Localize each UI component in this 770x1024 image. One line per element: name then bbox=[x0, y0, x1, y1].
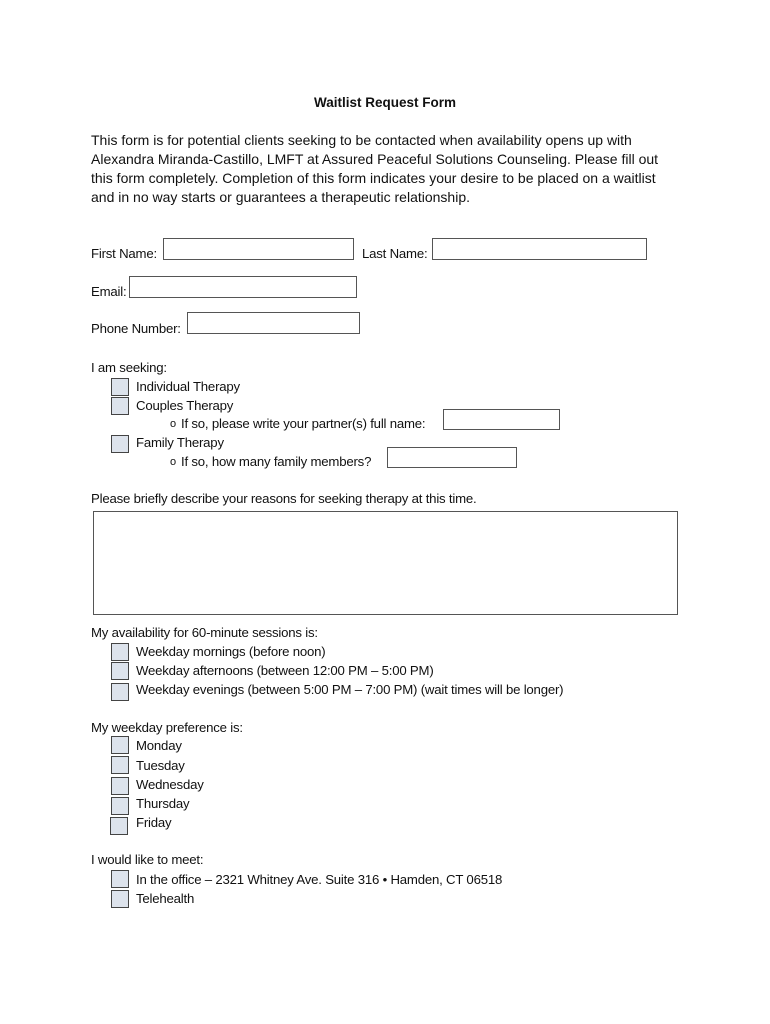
checkbox-weekday-mornings[interactable] bbox=[111, 643, 129, 661]
meet-label: I would like to meet: bbox=[91, 852, 204, 867]
availability-label: My availability for 60-minute sessions is: bbox=[91, 625, 318, 640]
option-label: Telehealth bbox=[136, 891, 195, 906]
reasons-label: Please briefly describe your reasons for seeking therapy at this time. bbox=[91, 491, 477, 506]
last-name-label: Last Name: bbox=[362, 246, 428, 261]
bullet-icon: o bbox=[170, 456, 177, 468]
first-name-label: First Name: bbox=[91, 246, 157, 261]
option-label: Monday bbox=[136, 738, 182, 753]
family-members-input[interactable] bbox=[387, 447, 517, 468]
checkbox-family-therapy[interactable] bbox=[111, 435, 129, 453]
partner-name-input[interactable] bbox=[443, 409, 560, 430]
bullet-icon: o bbox=[170, 418, 177, 430]
seeking-label: I am seeking: bbox=[91, 360, 167, 375]
email-label: Email: bbox=[91, 284, 127, 299]
last-name-input[interactable] bbox=[432, 238, 647, 260]
email-input[interactable] bbox=[129, 276, 357, 298]
checkbox-thursday[interactable] bbox=[111, 797, 129, 815]
checkbox-tuesday[interactable] bbox=[111, 756, 129, 774]
partner-prompt: If so, please write your partner(s) full name: bbox=[181, 416, 426, 431]
checkbox-couples-therapy[interactable] bbox=[111, 397, 129, 415]
phone-label: Phone Number: bbox=[91, 321, 181, 336]
checkbox-individual-therapy[interactable] bbox=[111, 378, 129, 396]
option-label: Thursday bbox=[136, 796, 190, 811]
option-label: Tuesday bbox=[136, 758, 185, 773]
checkbox-weekday-afternoons[interactable] bbox=[111, 662, 129, 680]
option-label: Family Therapy bbox=[136, 435, 224, 450]
form-title: Waitlist Request Form bbox=[313, 95, 456, 110]
family-prompt: If so, how many family members? bbox=[181, 454, 372, 469]
intro-paragraph: This form is for potential clients seeking to be contacted when availability opens up with Alexandra Miranda-Castillo, LMFT at Assured Peaceful Solutions Counseling. Please fill out this form completely. Completion of this form indicates your desire to be placed on a waitlist and in no way starts or guarantees a therapeutic relationship. bbox=[91, 132, 659, 205]
first-name-input[interactable] bbox=[163, 238, 354, 260]
checkbox-weekday-evenings[interactable] bbox=[111, 683, 129, 701]
checkbox-wednesday[interactable] bbox=[111, 777, 129, 795]
option-label: Weekday mornings (before noon) bbox=[136, 644, 326, 659]
option-label: Weekday afternoons (between 12:00 PM – 5:00 PM) bbox=[136, 663, 434, 678]
weekday-label: My weekday preference is: bbox=[91, 720, 243, 735]
option-label: Individual Therapy bbox=[136, 379, 240, 394]
option-label: Wednesday bbox=[136, 777, 204, 792]
phone-input[interactable] bbox=[187, 312, 360, 334]
checkbox-in-office[interactable] bbox=[111, 870, 129, 888]
option-label: Weekday evenings (between 5:00 PM – 7:00 PM) (wait times will be longer) bbox=[136, 682, 564, 697]
checkbox-telehealth[interactable] bbox=[111, 890, 129, 908]
reasons-textarea[interactable] bbox=[93, 511, 678, 615]
option-label: Friday bbox=[136, 815, 172, 830]
option-label: In the office – 2321 Whitney Ave. Suite 316 • Hamden, CT 06518 bbox=[136, 872, 503, 887]
option-label: Couples Therapy bbox=[136, 398, 234, 413]
checkbox-friday[interactable] bbox=[110, 817, 128, 835]
checkbox-monday[interactable] bbox=[111, 736, 129, 754]
